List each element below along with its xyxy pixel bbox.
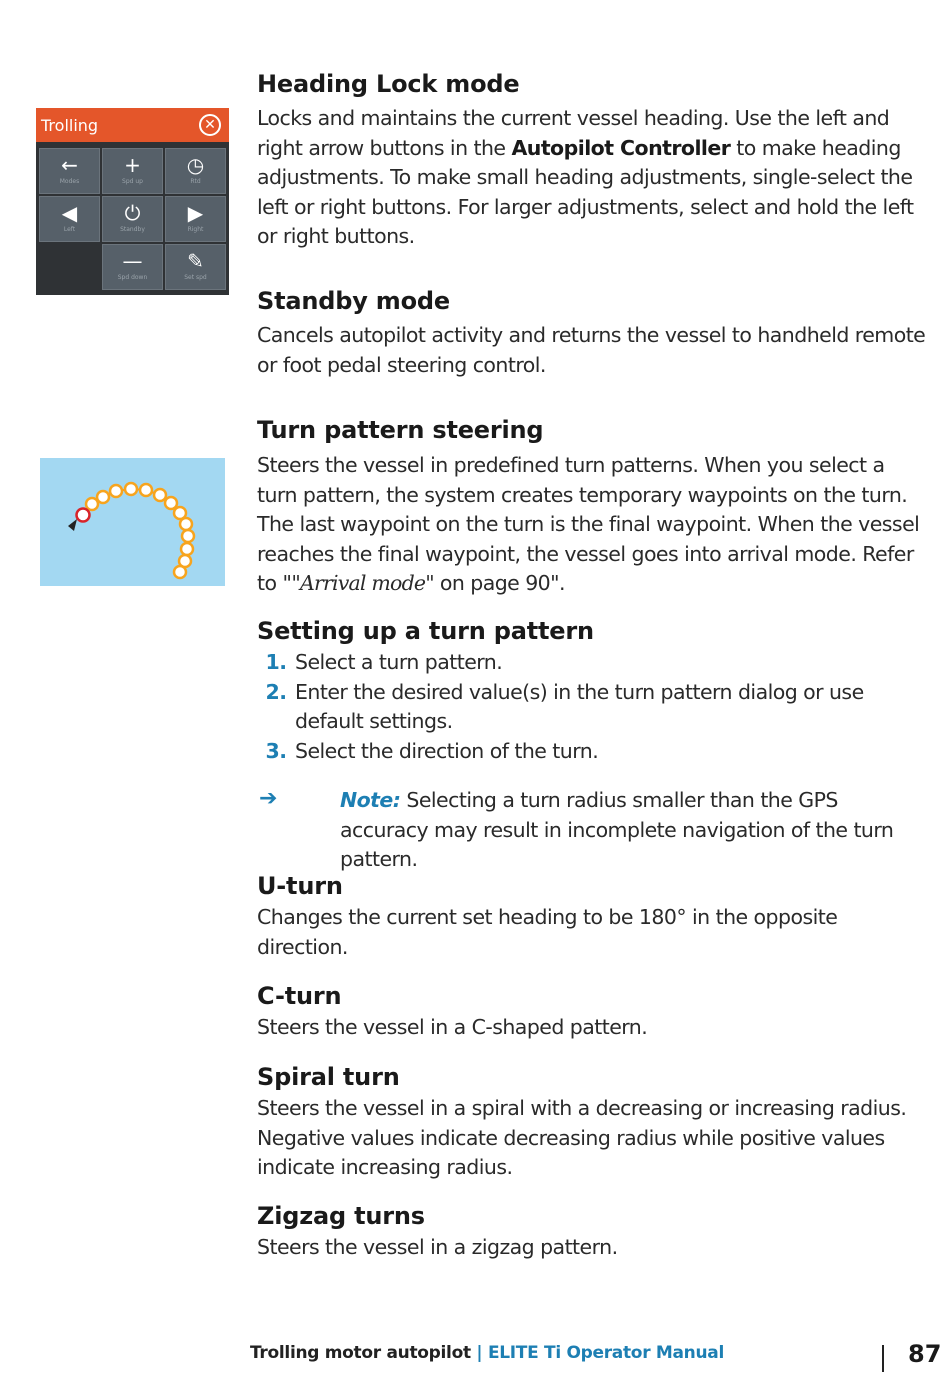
speed-down-button[interactable]: — Spd down [102,244,163,290]
power-icon: ⏻ [124,201,141,225]
footer-manual-title: ELITE Ti Operator Manual [487,1343,724,1363]
list-item: 1. Select a turn pattern. [265,650,503,674]
standby-title: Standby mode [257,287,450,315]
left-button[interactable]: ◀ Left [39,196,100,242]
list-item: 2. Enter the desired value(s) in the turn pattern dialog or use default settings. [265,679,864,733]
triangle-left-icon: ◀ [61,201,78,225]
speed-up-button[interactable]: + Spd up [102,148,163,194]
turn-pattern-text: Steers the vessel in predefined turn patterns. When you select a turn pattern, the system creates temporary waypoints on the turn. The last waypoint on the turn is the final waypoint. When the vessel reaches the final waypoint, the vessel goes into arrival mode. Refer to ""Arrival mode" on page 90". [257,453,920,595]
standby-text: Cancels autopilot activity and returns the vessel to handheld remote or foot pedal steering control. [257,323,926,377]
plus-icon: + [124,153,141,177]
close-icon[interactable]: ✕ [199,114,221,136]
c-turn-title: C-turn [257,982,342,1010]
page-number: 87 [908,1340,942,1368]
spiral-turn-text: Steers the vessel in a spiral with a decreasing or increasing radius. Negative values indicate decreasing radius while positive values indicate increasing radius. [257,1096,907,1179]
turn-pattern-title: Turn pattern steering [257,416,544,444]
arrival-mode-link[interactable]: "Arrival mode" [291,571,434,595]
zigzag-text: Steers the vessel in a zigzag pattern. [257,1235,618,1259]
zigzag-title: Zigzag turns [257,1202,425,1230]
footer-divider [882,1345,884,1372]
standby-button[interactable]: ⏻ Standby [102,196,163,242]
gauge-icon: ◷ [186,153,205,177]
turn-path-graphic [40,458,225,586]
triangle-right-icon: ▶ [187,201,204,225]
rtd-button[interactable]: ◷ Rtd [165,148,226,194]
edit-icon: ✎ [187,249,204,273]
modes-button[interactable]: ← Modes [39,148,100,194]
panel-title: Trolling [41,115,99,135]
spiral-turn-title: Spiral turn [257,1063,400,1091]
footer-chapter: Trolling motor autopilot | ELITE Ti Operator Manual [250,1343,724,1363]
u-turn-title: U-turn [257,872,343,900]
list-item: 3. Select the direction of the turn. [265,738,599,763]
note-arrow-icon: ➔ [259,786,278,811]
heading-lock-title: Heading Lock mode [257,70,520,98]
right-button[interactable]: ▶ Right [165,196,226,242]
setup-steps [257,648,897,766]
arrow-left-icon: ← [61,153,78,177]
c-turn-text: Steers the vessel in a C-shaped pattern. [257,1015,648,1039]
set-speed-button[interactable]: ✎ Set spd [165,244,226,290]
minus-icon: — [122,249,143,273]
u-turn-text: Changes the current set heading to be 180° in the opposite direction. [257,905,838,959]
heading-lock-text: Locks and maintains the current vessel heading. Use the left and right arrow buttons in the Autopilot Controller to make heading adjustments. To make small heading adjustments, single-select the left or right buttons. For larger adjustments, select and hold the left or right buttons. [257,106,914,248]
note-text: Note: Selecting a turn radius smaller than the GPS accuracy may result in incomplete navigation of the turn pattern. [340,788,894,871]
start-waypoint-icon [77,509,90,522]
trolling-panel [36,108,229,295]
turn-pattern-illustration [40,458,225,586]
panel-header [36,108,229,142]
vessel-icon [68,519,77,531]
setup-title: Setting up a turn pattern [257,617,594,645]
